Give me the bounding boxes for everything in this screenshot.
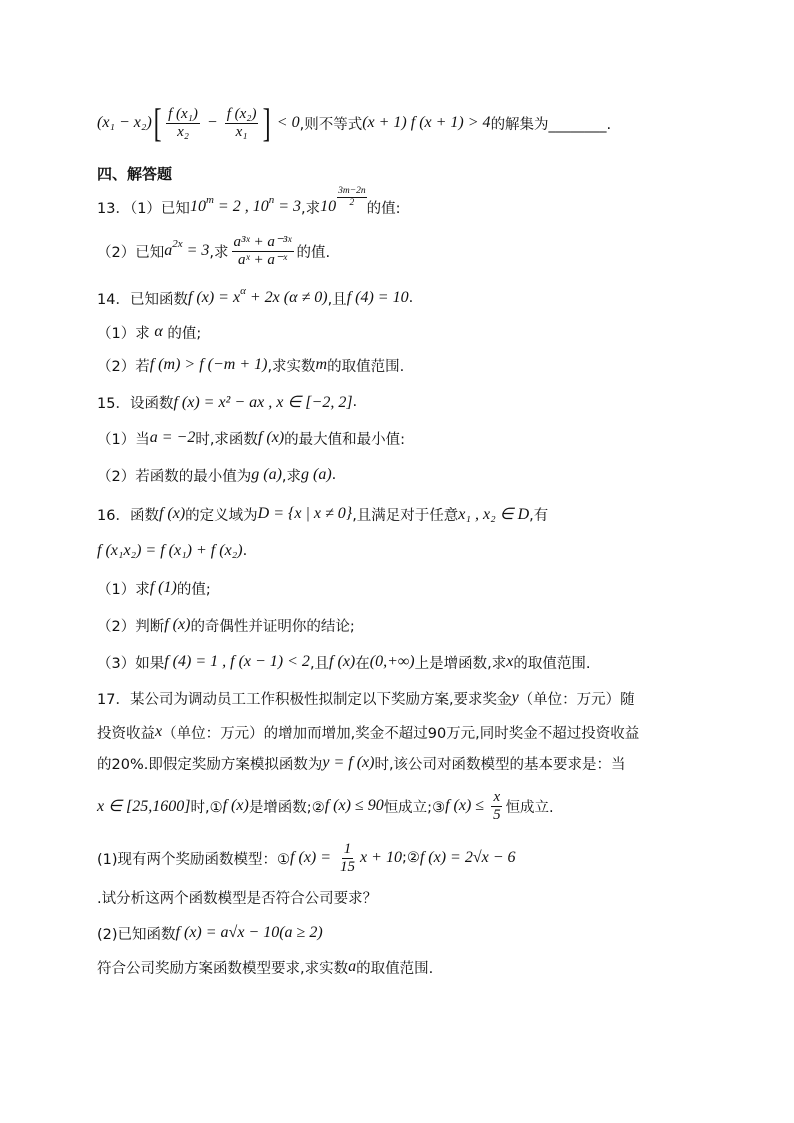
text-run: 恒成立;③: [383, 799, 446, 816]
denominator: 15: [340, 858, 356, 875]
math-run: a: [348, 958, 357, 975]
text-line: [97, 462, 336, 488]
math-run: f (x) = 2√x − 6: [419, 849, 516, 866]
denominator: x₂: [177, 123, 189, 140]
text-line: [97, 840, 516, 875]
text-run: （2）判断: [97, 618, 165, 635]
math-run: < 0: [272, 114, 300, 131]
math-run: x₁ , x₂ ∈ D: [458, 506, 530, 523]
text-run: 的定义域为: [185, 507, 258, 524]
math-run: y = f (x): [322, 754, 375, 771]
math-run: x ∈ [25,1600]: [97, 798, 191, 815]
exponent-fraction: [337, 186, 367, 209]
math-run: (x + 1) f (x + 1) > 4: [362, 114, 491, 131]
text-run: 时,①: [190, 799, 223, 816]
math-run: D = {x | x ≠ 0}: [257, 505, 353, 522]
text-line: [97, 612, 355, 638]
math-run: = 2 , 10: [213, 198, 269, 215]
math-run: (0,+∞): [369, 653, 415, 670]
math-run: f (x) = x: [187, 289, 241, 306]
text-run: ,且: [327, 291, 347, 308]
text-run: （2）若函数的最小值为: [97, 468, 252, 485]
text-line: [97, 352, 404, 378]
text-run: ;②: [401, 850, 420, 866]
math-run: = 3: [274, 198, 301, 215]
numerator: x: [493, 788, 501, 805]
fraction: [338, 841, 357, 876]
text-run: (1)现有两个奖励函数模型：①: [97, 851, 291, 868]
text-run: 的最大值和最小值:: [284, 431, 406, 448]
text-run: 是增函数;②: [248, 799, 325, 816]
math-run: −: [202, 114, 222, 131]
text-run: 上是增函数,求: [414, 655, 507, 672]
fraction: [166, 106, 200, 141]
math-run: y: [511, 689, 519, 706]
text-run: 的值;: [176, 581, 211, 598]
text-run: 的取值范围.: [327, 358, 405, 375]
text-run: 16．函数: [97, 507, 159, 524]
text-line: [97, 884, 377, 910]
text-line: [97, 788, 554, 823]
math-run: a: [164, 242, 173, 259]
denominator: 5: [493, 806, 501, 823]
text-run: 15．设函数: [97, 395, 174, 412]
numerator: f (x₂): [226, 105, 257, 122]
text-run: ,求: [300, 200, 321, 217]
text-line: [97, 685, 635, 711]
text-run: （2）若: [97, 358, 150, 375]
math-run: f (x): [222, 797, 249, 814]
text-run: .: [408, 290, 414, 306]
math-run: f (x) =: [290, 849, 336, 866]
math-run: x: [506, 653, 514, 670]
math-run: 10: [320, 198, 337, 215]
text-line: [97, 575, 211, 601]
text-line: [97, 285, 413, 311]
math-run: f (x) = x² − ax , x ∈ [−2, 2]: [173, 394, 353, 411]
text-run: 符合公司奖励方案函数模型要求,求实数: [97, 960, 349, 977]
text-run: 的解集为________.: [490, 116, 612, 133]
text-run: (2)已知函数: [97, 926, 176, 943]
math-run: f (x): [164, 616, 191, 633]
text-line: [97, 233, 331, 268]
math-run: f (x): [329, 653, 356, 670]
math-run: = 3: [182, 242, 210, 259]
text-run: （1）求: [97, 581, 150, 598]
text-run: .: [352, 394, 358, 410]
math-run: a = −2: [149, 429, 196, 446]
text-line: [97, 538, 247, 564]
math-run: 10: [189, 198, 206, 215]
math-run: f (x) ≤: [445, 797, 489, 814]
numerator: 1: [343, 840, 352, 857]
math-run: f (m) > f (−m + 1): [149, 356, 268, 373]
math-run: m: [315, 356, 328, 373]
bracket: [: [153, 100, 162, 145]
math-run: + 2x (α ≠ 0): [245, 289, 328, 306]
bracket: ]: [263, 100, 272, 145]
text-run: ,有: [529, 507, 549, 524]
text-run: （3）如果: [97, 655, 165, 672]
text-run: （2）已知: [97, 244, 165, 261]
math-run: α: [154, 323, 163, 340]
text-run: 投资收益: [97, 725, 155, 742]
numerator: f (x₁): [168, 105, 198, 122]
text-run: ,且: [309, 655, 330, 672]
math-run: g (a): [251, 466, 282, 483]
math-run: g (a): [301, 466, 332, 483]
text-run: .试分析这两个函数模型是否符合公司要求？: [97, 890, 378, 907]
superscript: m: [205, 194, 214, 206]
text-line: [97, 649, 590, 675]
math-run: f (4) = 10: [346, 289, 409, 306]
denominator: 2: [349, 197, 355, 208]
text-run: 的取值范围.: [356, 960, 434, 977]
denominator: aˣ + a⁻ˣ: [238, 251, 288, 268]
fraction: [225, 106, 259, 141]
math-run: f (x): [158, 505, 186, 522]
math-run: x: [155, 723, 163, 740]
text-run: （1）当: [97, 431, 150, 448]
text-line: [97, 100, 612, 145]
superscript: n: [268, 194, 275, 206]
text-line: [97, 319, 201, 345]
superscript: α: [240, 285, 246, 297]
text-line: [97, 719, 639, 745]
text-run: 时,求函数: [195, 431, 258, 448]
text-run: 的奇偶性并证明你的结论;: [190, 618, 355, 635]
text-line: [97, 920, 323, 946]
text-run: .: [331, 467, 337, 483]
text-run: 17．某公司为调动员工工作积极性拟制定以下奖励方案,要求奖金: [97, 691, 512, 708]
fraction: [491, 789, 503, 824]
text-run: ,且满足对于任意: [352, 507, 459, 524]
superscript: 2x: [172, 238, 183, 250]
text-line: [97, 750, 626, 776]
text-run: （1）求: [97, 325, 155, 342]
text-run: 四、解答题: [97, 164, 173, 183]
text-run: 的取值范围.: [513, 655, 591, 672]
text-run: 的值.: [296, 244, 331, 261]
text-run: ,求: [281, 468, 301, 485]
text-run: ,求实数: [267, 358, 316, 375]
math-run: (x₁ − x₂): [97, 114, 152, 131]
text-line: [97, 389, 357, 415]
math-run: x + 10: [360, 849, 402, 866]
math-run: f (x): [257, 429, 285, 446]
text-run: 14．已知函数: [97, 291, 188, 308]
text-run: 在: [355, 655, 370, 672]
text-run: （单位：万元）随: [518, 691, 635, 708]
math-run: f (4) = 1 , f (x − 1) < 2: [164, 653, 310, 670]
fraction: [232, 234, 294, 269]
numerator: 3m−2n: [338, 185, 366, 196]
text-line: [97, 501, 548, 527]
math-run: f (1): [149, 579, 177, 596]
text-run: 的20%.即假定奖励方案模拟函数为: [97, 756, 323, 773]
math-run: f (x₁x₂) = f (x₁) + f (x₂): [97, 542, 243, 559]
text-run: ,求: [209, 244, 229, 261]
text-run: （单位：万元）的增加而增加,奖金不超过90万元,同时奖金不超过投资收益: [162, 725, 640, 742]
text-run: 恒成立.: [505, 799, 554, 816]
text-run: 13．（1）已知: [97, 200, 190, 217]
text-line: [97, 425, 405, 451]
text-line: [97, 185, 401, 220]
section-heading: [97, 160, 172, 186]
math-run: f (x) ≤ 90: [324, 797, 384, 814]
text-run: ,则不等式: [299, 116, 363, 133]
text-run: .: [242, 543, 248, 559]
denominator: x₁: [235, 123, 248, 140]
text-run: 的值;: [162, 325, 202, 342]
numerator: a³ˣ + a⁻³ˣ: [233, 233, 292, 250]
math-run: f (x) = a√x − 10(a ≥ 2): [175, 924, 323, 941]
text-run: 的值:: [366, 200, 401, 217]
text-run: 时,该公司对函数模型的基本要求是：当: [374, 756, 626, 773]
text-line: [97, 954, 433, 980]
